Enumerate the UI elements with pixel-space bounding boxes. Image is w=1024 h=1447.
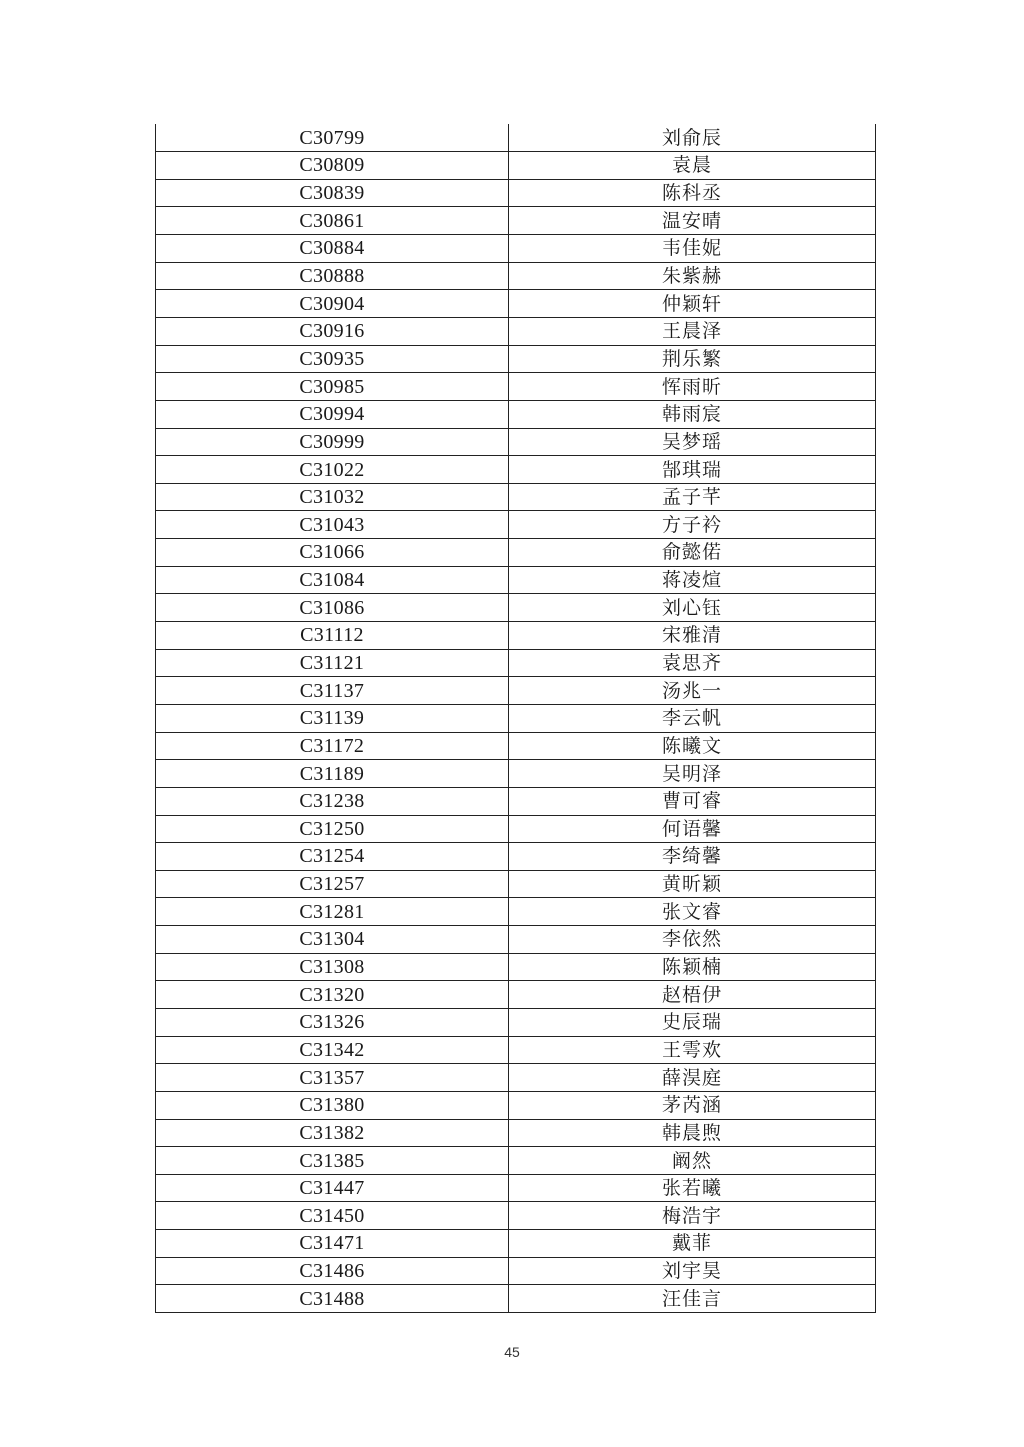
table-row [156,345,876,373]
candidate-name-cell: 陈曦文 [509,732,876,760]
table-row [156,428,876,456]
candidate-id-cell: C31086 [156,594,509,622]
candidate-id-cell: C31112 [156,622,509,650]
table-row [156,843,876,871]
candidate-name-cell: 俞懿偌 [509,539,876,567]
candidate-name-cell: 仲颖轩 [509,290,876,318]
candidate-name-cell: 韩雨宸 [509,400,876,428]
table-row [156,981,876,1009]
candidate-name-cell: 袁晨 [509,152,876,180]
candidate-id-cell: C31382 [156,1119,509,1147]
table-row [156,622,876,650]
candidate-name-cell: 吴明泽 [509,760,876,788]
table-row [156,1064,876,1092]
candidate-id-cell: C31172 [156,732,509,760]
candidate-id-cell: C30994 [156,400,509,428]
table-row [156,152,876,180]
table-row [156,207,876,235]
candidate-name-cell: 王雩欢 [509,1036,876,1064]
table-row [156,649,876,677]
candidate-id-cell: C31380 [156,1091,509,1119]
candidate-id-cell: C31450 [156,1202,509,1230]
table-row [156,511,876,539]
table-row [156,566,876,594]
candidate-name-cell: 恽雨昕 [509,373,876,401]
table-row [156,290,876,318]
table-row [156,179,876,207]
candidate-id-cell: C31447 [156,1174,509,1202]
candidate-id-cell: C31320 [156,981,509,1009]
candidate-id-cell: C31326 [156,1009,509,1037]
table-row [156,1119,876,1147]
candidate-id-cell: C30999 [156,428,509,456]
candidate-name-cell: 曹可睿 [509,787,876,815]
candidate-name-cell: 韦佳妮 [509,235,876,263]
candidate-name-cell: 何语馨 [509,815,876,843]
candidate-id-cell: C30884 [156,235,509,263]
candidate-name-cell: 李依然 [509,926,876,954]
table-row [156,1230,876,1258]
table-row [156,539,876,567]
candidate-name-cell: 史辰瑞 [509,1009,876,1037]
candidate-name-cell: 袁思齐 [509,649,876,677]
roster-table [155,124,876,1313]
candidate-name-cell: 张文睿 [509,898,876,926]
candidate-name-cell: 张若曦 [509,1174,876,1202]
candidate-id-cell: C31357 [156,1064,509,1092]
table-row [156,787,876,815]
candidate-id-cell: C31342 [156,1036,509,1064]
table-row [156,1091,876,1119]
candidate-id-cell: C31304 [156,926,509,954]
candidate-id-cell: C31137 [156,677,509,705]
candidate-name-cell: 孟子芊 [509,483,876,511]
candidate-name-cell: 刘俞辰 [509,124,876,152]
candidate-id-cell: C30935 [156,345,509,373]
table-row [156,1174,876,1202]
candidate-id-cell: C31032 [156,483,509,511]
candidate-id-cell: C31121 [156,649,509,677]
candidate-name-cell: 王晨泽 [509,317,876,345]
candidate-id-cell: C31238 [156,787,509,815]
candidate-name-cell: 茅芮涵 [509,1091,876,1119]
candidate-id-cell: C30888 [156,262,509,290]
candidate-name-cell: 梅浩宇 [509,1202,876,1230]
candidate-name-cell: 韩晨煦 [509,1119,876,1147]
candidate-id-cell: C31254 [156,843,509,871]
candidate-id-cell: C31066 [156,539,509,567]
candidate-name-cell: 朱紫赫 [509,262,876,290]
candidate-name-cell: 方子衿 [509,511,876,539]
candidate-name-cell: 刘宇昊 [509,1257,876,1285]
candidate-name-cell: 宋雅清 [509,622,876,650]
candidate-id-cell: C30904 [156,290,509,318]
table-row [156,898,876,926]
table-row [156,953,876,981]
table-row [156,704,876,732]
table-row [156,483,876,511]
candidate-name-cell: 蒋凌煊 [509,566,876,594]
candidate-name-cell: 刘心钰 [509,594,876,622]
candidate-name-cell: 荆乐繁 [509,345,876,373]
candidate-id-cell: C30809 [156,152,509,180]
candidate-name-cell: 赵梧伊 [509,981,876,1009]
candidate-name-cell: 陈科丞 [509,179,876,207]
candidate-id-cell: C30916 [156,317,509,345]
candidate-id-cell: C30861 [156,207,509,235]
candidate-name-cell: 李云帆 [509,704,876,732]
candidate-id-cell: C30985 [156,373,509,401]
candidate-id-cell: C31486 [156,1257,509,1285]
candidate-name-cell: 汤兆一 [509,677,876,705]
table-row [156,677,876,705]
candidate-id-cell: C31043 [156,511,509,539]
candidate-id-cell: C31488 [156,1285,509,1313]
candidate-id-cell: C31471 [156,1230,509,1258]
table-row [156,373,876,401]
candidate-name-cell: 汪佳言 [509,1285,876,1313]
candidate-id-cell: C30799 [156,124,509,152]
table-row [156,124,876,152]
table-row [156,1202,876,1230]
table-row [156,870,876,898]
table-row [156,1257,876,1285]
candidate-id-cell: C31308 [156,953,509,981]
candidate-id-cell: C31084 [156,566,509,594]
table-row [156,732,876,760]
table-row [156,926,876,954]
table-row [156,1036,876,1064]
candidate-id-cell: C31281 [156,898,509,926]
table-row [156,456,876,484]
candidate-name-cell: 阚然 [509,1147,876,1175]
table-row [156,1285,876,1313]
candidate-id-cell: C31139 [156,704,509,732]
candidate-name-cell: 戴菲 [509,1230,876,1258]
roster-table-body [156,124,876,1313]
candidate-id-cell: C31257 [156,870,509,898]
table-row [156,760,876,788]
candidate-name-cell: 李绮馨 [509,843,876,871]
table-row [156,815,876,843]
table-row [156,317,876,345]
candidate-name-cell: 温安晴 [509,207,876,235]
candidate-name-cell: 吴梦瑶 [509,428,876,456]
table-row [156,1009,876,1037]
table-row [156,594,876,622]
candidate-id-cell: C31385 [156,1147,509,1175]
table-row [156,262,876,290]
candidate-name-cell: 黄昕颖 [509,870,876,898]
candidate-name-cell: 陈颖楠 [509,953,876,981]
candidate-id-cell: C30839 [156,179,509,207]
candidate-id-cell: C31022 [156,456,509,484]
candidate-id-cell: C31250 [156,815,509,843]
table-row [156,235,876,263]
table-row [156,1147,876,1175]
page-number: 45 [504,1344,520,1360]
table-row [156,400,876,428]
candidate-name-cell: 郜琪瑞 [509,456,876,484]
candidate-name-cell: 薛淏庭 [509,1064,876,1092]
candidate-id-cell: C31189 [156,760,509,788]
